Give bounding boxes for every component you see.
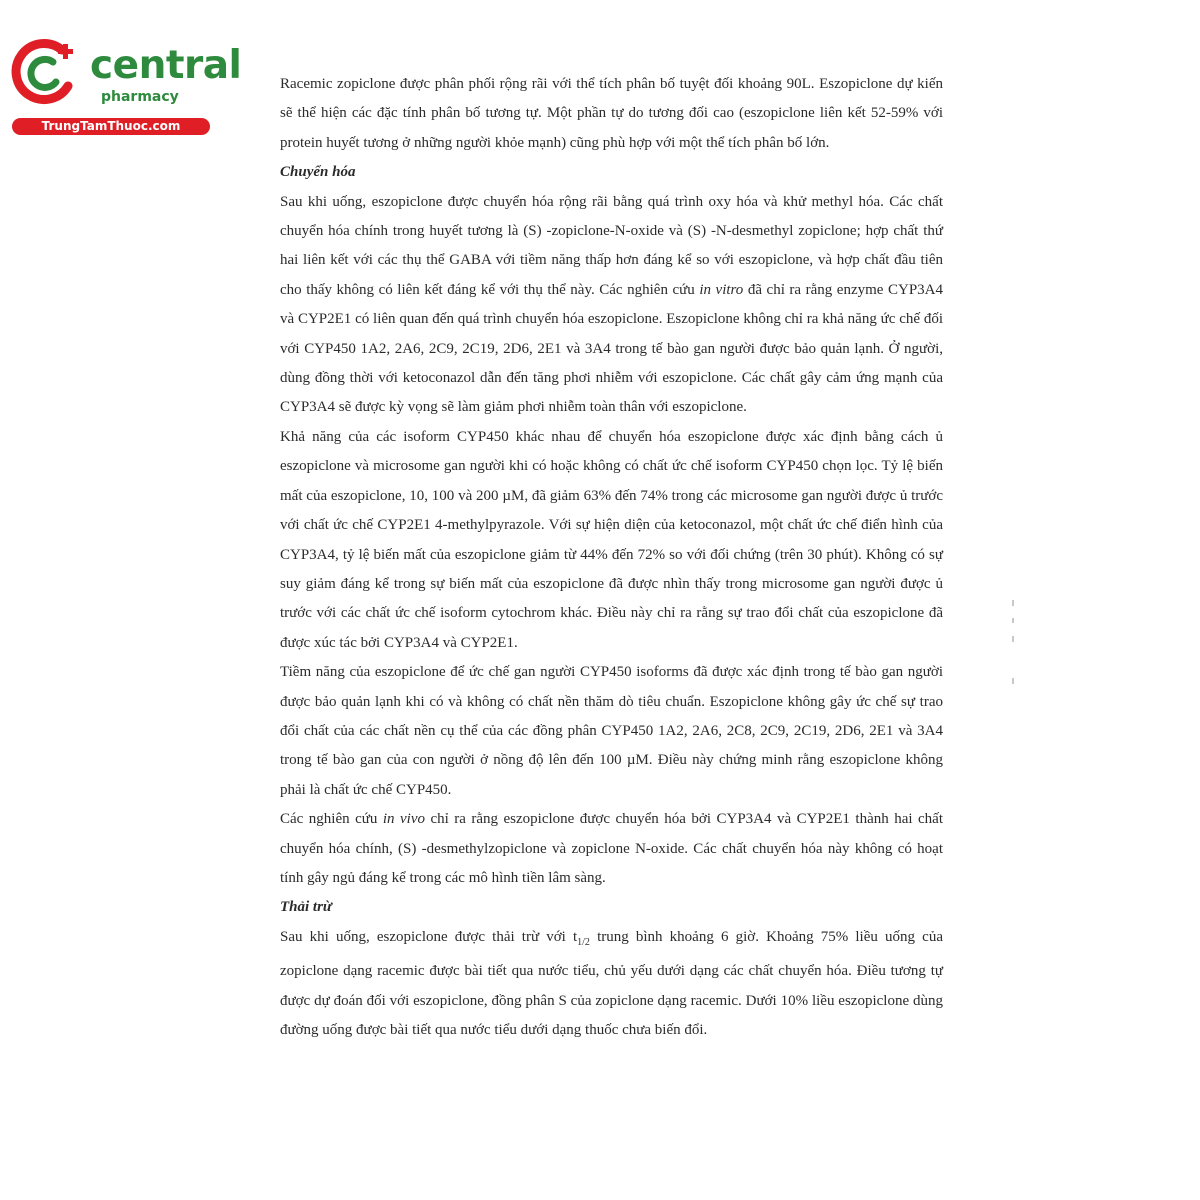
document-body <box>280 70 943 1045</box>
italic-term: in vivo <box>382 811 425 828</box>
subscript: 1/2 <box>577 936 590 948</box>
logo-subtitle: pharmacy <box>101 89 179 105</box>
paragraph-elimination <box>280 923 943 1046</box>
logo-wordmark: central <box>90 43 242 88</box>
text-run: đã chỉ ra rằng enzyme CYP3A4 và CYP2E1 có liên quan đến quá trình chuyển hóa eszopiclone. Eszopiclone không chỉ ra khả năng ức chế đối với CYP450 1A2, 2A6, 2C9, 2C19, 2D6, 2E1 và 3A4 trong tế bào gan người được bảo quản lạnh. Ở người, dùng đồng thời với ketoconazol dẫn đến tăng phơi nhiễm với eszopiclone. Các chất gây cảm ứng mạnh của CYP3A4 sẽ được kỳ vọng sẽ làm giảm phơi nhiễm toàn thân với eszopiclone. <box>280 281 943 416</box>
paragraph-isoform-inhibition: Tiềm năng của eszopiclone để ức chế gan người CYP450 isoforms đã được xác định trong tế bào gan người được bảo quản lạnh khi có và không có chất nền thăm dò tiêu chuẩn. Eszopiclone không gây ức chế sự trao đổi chất của các chất nền cụ thể của các đồng phân CYP450 1A2, 2A6, 2C8, 2C9, 2C19, 2D6, 2E1 và 3A4 trong tế bào gan của con người ở nồng độ lên đến 100 µM. Điều này chứng minh rằng eszopiclone không phải là chất ức chế CYP450. <box>280 664 943 798</box>
italic-term: in vitro <box>699 281 744 298</box>
heading-elimination: Thải trừ <box>280 899 332 916</box>
heading-metabolism: Chuyển hóa <box>280 164 356 181</box>
central-pharmacy-logo-icon <box>10 38 80 108</box>
brand-logo[interactable] <box>10 38 242 138</box>
logo-banner: TrungTamThuoc.com <box>12 118 210 135</box>
text-run: Sau khi uống, eszopiclone được thải trừ với t <box>280 928 578 945</box>
paragraph-metabolism <box>280 188 943 423</box>
text-run: trung bình khoảng 6 giờ. Khoảng 75% liều uống của zopiclone dạng racemic được bài tiết qua nước tiểu, chủ yếu dưới dạng các chất chuyển hóa. Điều tương tự được dự đoán đối với eszopiclone, đồng phân S của zopiclone dạng racemic. Dưới 10% liều eszopiclone dùng đường uống được bài tiết qua nước tiểu dưới dạng thuốc chưa biến đổi. <box>280 928 943 1038</box>
text-run: chỉ ra rằng eszopiclone được chuyển hóa bởi CYP3A4 và CYP2E1 thành hai chất chuyển hóa chính, (S) -desmethylzopiclone và zopiclone N-oxide. Các chất chuyển hóa này không có hoạt tính gây ngủ đáng kể trong các mô hình tiền lâm sàng. <box>280 811 943 886</box>
paragraph-in-vivo <box>280 805 943 893</box>
paragraph-distribution: Racemic zopiclone được phân phối rộng rãi với thể tích phân bố tuyệt đối khoảng 90L. Eszopiclone dự kiến sẽ thể hiện các đặc tính phân bố tương tự. Một phần tự do tương đối cao (eszopiclone liên kết 52-59% với protein huyết tương ở những người khỏe mạnh) cũng phù hợp với một thể tích phân bố lớn. <box>280 76 943 151</box>
paragraph-isoform-metabolism: Khả năng của các isoform CYP450 khác nhau để chuyển hóa eszopiclone được xác định bằng cách ủ eszopiclone và microsome gan người khi có hoặc không có chất ức chế isoform CYP450 chọn lọc. Tỷ lệ biến mất của eszopiclone, 10, 100 và 200 µM, đã giảm 63% đến 74% trong các microsome gan người được ủ trước với chất ức chế CYP2E1 4-methylpyrazole. Với sự hiện diện của ketoconazol, một chất ức chế điển hình của CYP3A4, tỷ lệ biến mất của eszopiclone giảm từ 44% đến 72% so với đối chứng (trên 30 phút). Không có sự suy giảm đáng kể trong sự biến mất của eszopiclone đã được nhìn thấy trong microsome gan người được ủ trước với các chất ức chế isoform cytochrom khác. Điều này chỉ ra rằng sự trao đổi chất của eszopiclone đã được xúc tác bởi CYP3A4 và CYP2E1. <box>280 428 943 651</box>
text-run: Sau khi uống, eszopiclone được chuyển hóa rộng rãi bằng quá trình oxy hóa và khử methyl hóa. Các chất chuyển hóa chính trong huyết tương là (S) -zopiclone-N-oxide và (S) -N-desmethyl zopiclone; hợp chất thứ hai liên kết với các thụ thể GABA với tiềm năng thấp hơn đáng kể so với eszopiclone, và hợp chất đầu tiên cho thấy không có liên kết đáng kể với thụ thể này. Các nghiên cứu <box>280 193 943 298</box>
scan-artifact <box>1012 600 1016 690</box>
text-run: Các nghiên cứu <box>280 811 383 828</box>
